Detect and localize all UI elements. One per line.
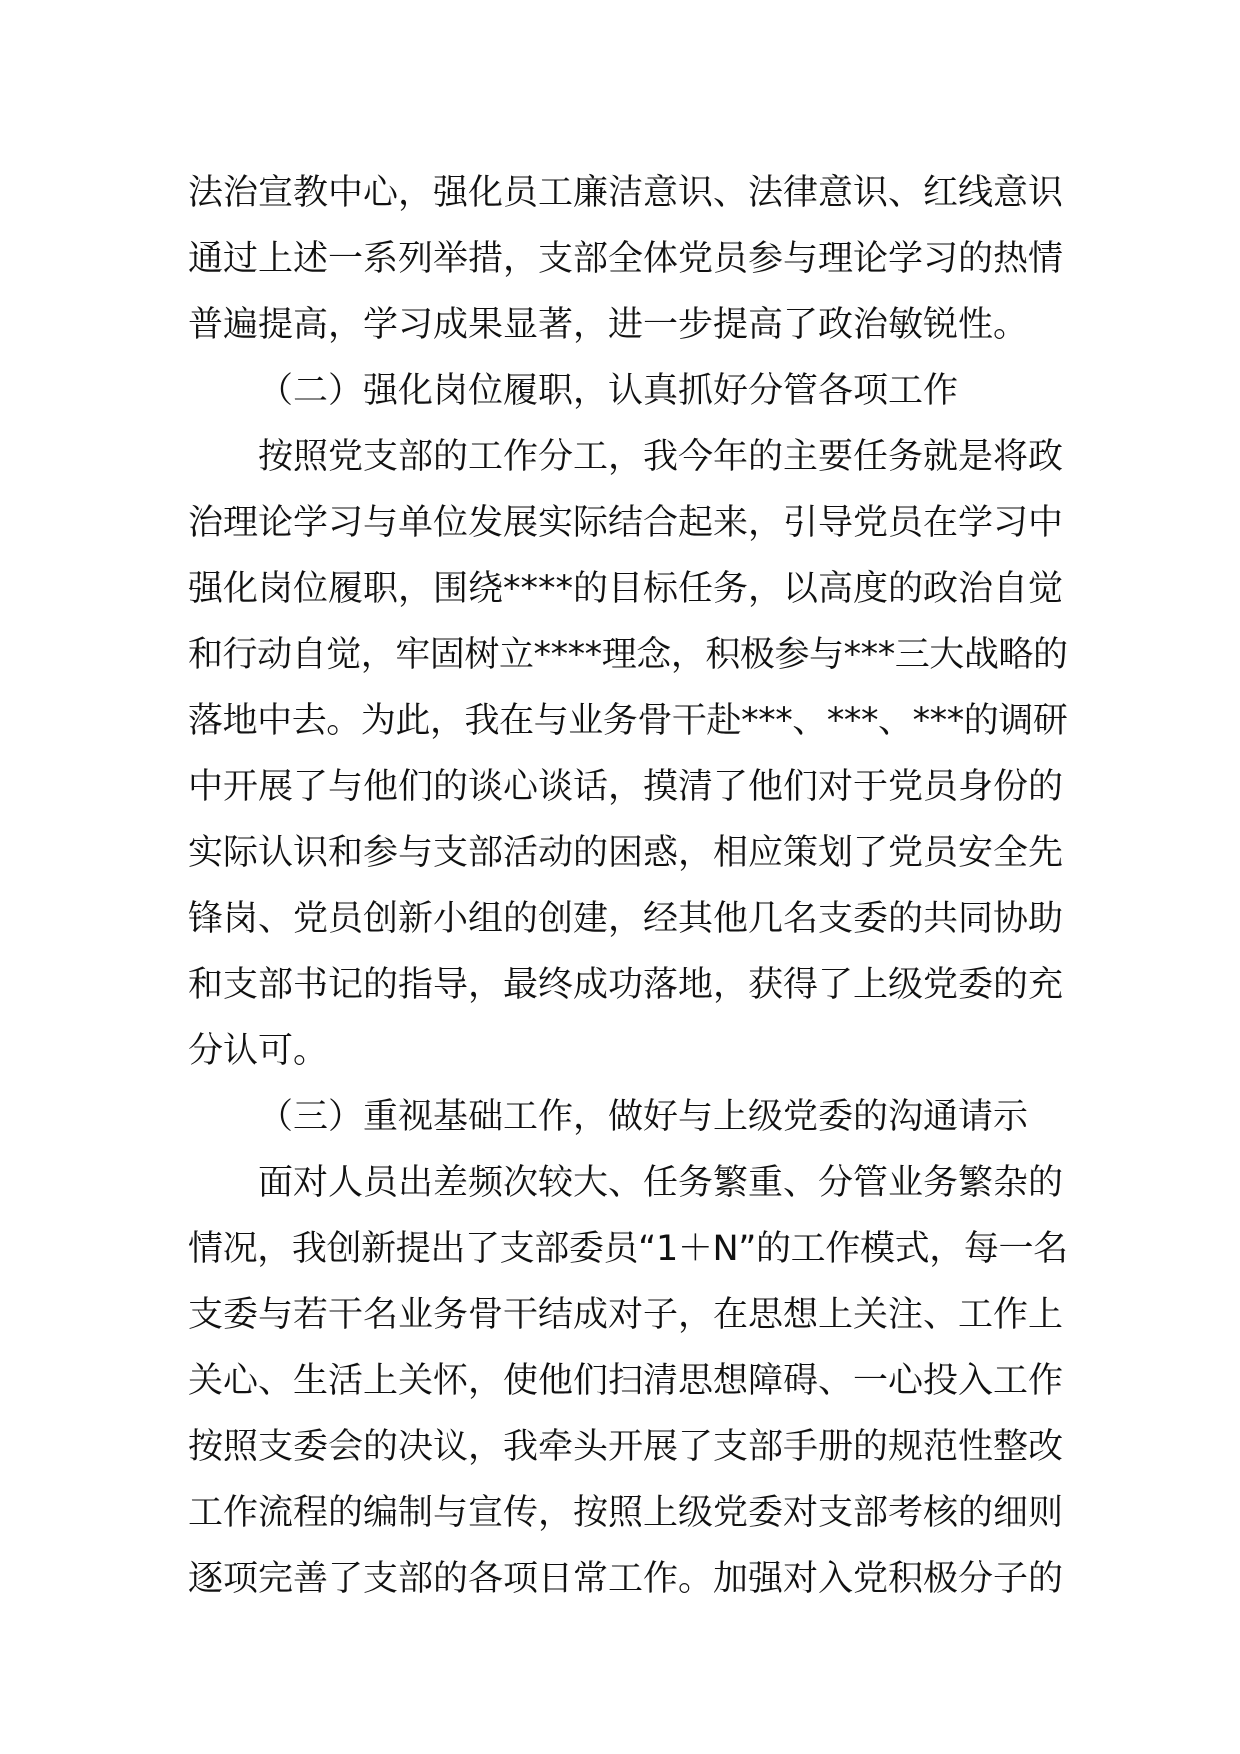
text-line: 落地中去。为此，我在与业务骨干赴***、***、***的调研 xyxy=(188,701,1068,741)
text-line: 和行动自觉，牢固树立****理念，积极参与***三大战略的 xyxy=(188,635,1068,675)
text-line: 逐项完善了支部的各项日常工作。加强对入党积极分子的 xyxy=(188,1559,1064,1599)
text-line: 分认可。 xyxy=(188,1031,329,1071)
text-line: 情况，我创新提出了支部委员“1＋N”的工作模式，每一名 xyxy=(188,1229,1068,1269)
paragraph-start-line: （二）强化岗位履职，认真抓好分管各项工作 xyxy=(258,371,959,411)
paragraph-start-line: （三）重视基础工作，做好与上级党委的沟通请示 xyxy=(258,1097,1029,1137)
text-line: 治理论学习与单位发展实际结合起来，引导党员在学习中 xyxy=(188,503,1064,543)
text-line: 法治宣教中心，强化员工廉洁意识、法律意识、红线意识 xyxy=(188,173,1064,213)
text-line: 关心、生活上关怀，使他们扫清思想障碍、一心投入工作 xyxy=(188,1361,1064,1401)
text-line: 通过上述一系列举措，支部全体党员参与理论学习的热情 xyxy=(188,239,1064,279)
text-line: 锋岗、党员创新小组的创建，经其他几名支委的共同协助 xyxy=(188,899,1064,939)
text-line: 普遍提高，学习成果显著，进一步提高了政治敏锐性。 xyxy=(188,305,1029,345)
text-line: 按照支委会的决议，我牵头开展了支部手册的规范性整改 xyxy=(188,1427,1064,1467)
text-line: 中开展了与他们的谈心谈话，摸清了他们对于党员身份的 xyxy=(188,767,1064,807)
text-line: 工作流程的编制与宣传，按照上级党委对支部考核的细则 xyxy=(188,1493,1064,1533)
text-line: 实际认识和参与支部活动的困惑，相应策划了党员安全先 xyxy=(188,833,1064,873)
text-line: 支委与若干名业务骨干结成对子，在思想上关注、工作上 xyxy=(188,1295,1064,1335)
text-line: 强化岗位履职，围绕****的目标任务，以高度的政治自觉 xyxy=(188,569,1064,609)
paragraph-start-line: 按照党支部的工作分工，我今年的主要任务就是将政 xyxy=(258,437,1064,477)
document-body xyxy=(188,160,1068,1612)
paragraph-start-line: 面对人员出差频次较大、任务繁重、分管业务繁杂的 xyxy=(258,1163,1064,1203)
text-line: 和支部书记的指导，最终成功落地，获得了上级党委的充 xyxy=(188,965,1064,1005)
